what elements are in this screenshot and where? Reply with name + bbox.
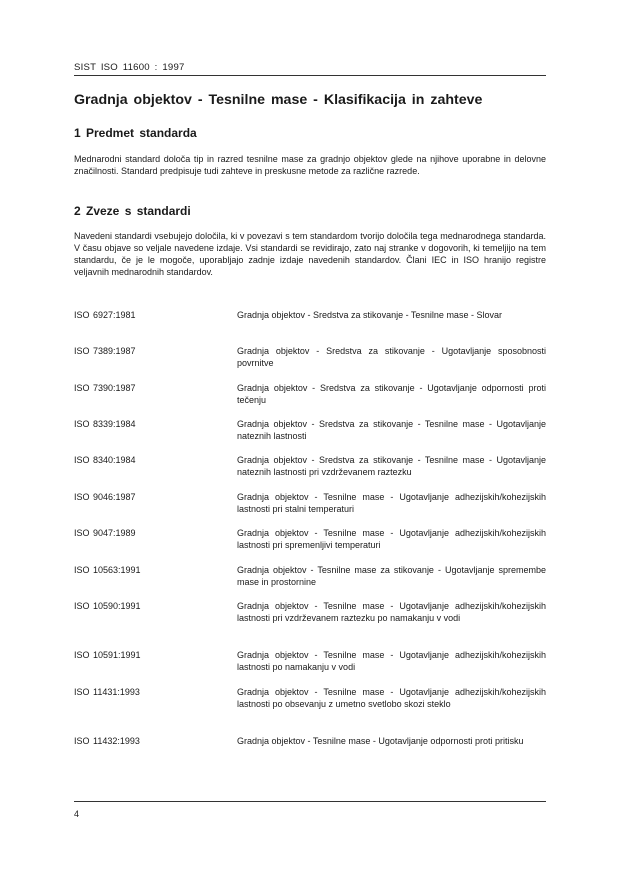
reference-code: ISO 9046:1987 (74, 492, 136, 502)
reference-title: Gradnja objektov - Tesnilne mase - Ugotavljanje adhezijskih/kohezijskih lastnosti pri spremenljivi temperaturi (237, 528, 546, 550)
footer-rule (74, 801, 546, 802)
section-text-references: Navedeni standardi vsebujejo določila, ki v povezavi s tem standardom tvorijo določila tega mednarodnega standarda. V času objave so veljale navedene izdaje. Vsi standardi se revidirajo, zato naj stranke v dogovorih, ki temeljijo na tem standardu, če je le mogoče, uporabljajo zadnje izdaje navedenih standardov. Člani IEC in ISO hranijo registre veljavnih mednarodnih standardov. (74, 231, 546, 277)
page-number: 4 (74, 809, 80, 819)
reference-code: ISO 7390:1987 (74, 383, 136, 393)
reference-code: ISO 10590:1991 (74, 601, 141, 611)
running-header: SIST ISO 11600 : 1997 (74, 62, 185, 73)
reference-code: ISO 11431:1993 (74, 687, 140, 697)
section-heading-references: 2 Zveze s standardi (74, 204, 191, 218)
section-text-scope: Mednarodni standard določa tip in razred tesnilne mase za gradnjo objektov glede na njihove uporabne in delovne značilnosti. Standard predpisuje tudi zahteve in preskusne metode za različne razrede. (74, 154, 546, 176)
reference-code: ISO 8340:1984 (74, 455, 136, 465)
reference-title: Gradnja objektov - Tesnilne mase za stikovanje - Ugotavljanje spremembe mase in prostornine (237, 565, 546, 587)
reference-title: Gradnja objektov - Sredstva za stikovanje - Tesnilne mase - Slovar (237, 310, 502, 320)
reference-title: Gradnja objektov - Sredstva za stikovanje - Ugotavljanje sposobnosti povrnitve (237, 346, 546, 368)
section-heading-scope: 1 Predmet standarda (74, 126, 197, 140)
reference-title: Gradnja objektov - Tesnilne mase - Ugotavljanje adhezijskih/kohezijskih lastnosti po namakanju v vodi (237, 650, 546, 672)
reference-title: Gradnja objektov - Tesnilne mase - Ugotavljanje odpornosti proti pritisku (237, 736, 524, 746)
reference-code: ISO 11432:1993 (74, 736, 140, 746)
reference-title: Gradnja objektov - Sredstva za stikovanje - Tesnilne mase - Ugotavljanje nateznih lastnosti pri vzdrževanem raztezku (237, 455, 546, 477)
reference-title: Gradnja objektov - Sredstva za stikovanje - Ugotavljanje odpornosti proti tečenju (237, 383, 546, 405)
reference-title: Gradnja objektov - Tesnilne mase - Ugotavljanje adhezijskih/kohezijskih lastnosti pri stalni temperaturi (237, 492, 546, 514)
reference-title: Gradnja objektov - Tesnilne mase - Ugotavljanje adhezijskih/kohezijskih lastnosti pri vzdrževanem raztezku po namakanju v vodi (237, 601, 546, 623)
document-title: Gradnja objektov - Tesnilne mase - Klasifikacija in zahteve (74, 92, 483, 108)
reference-title: Gradnja objektov - Sredstva za stikovanje - Tesnilne mase - Ugotavljanje nateznih lastnosti (237, 419, 546, 441)
reference-code: ISO 10591:1991 (74, 650, 141, 660)
reference-code: ISO 10563:1991 (74, 565, 141, 575)
header-rule (74, 75, 546, 76)
reference-title: Gradnja objektov - Tesnilne mase - Ugotavljanje adhezijskih/kohezijskih lastnosti po obsevanju z umetno svetlobo skozi steklo (237, 687, 546, 709)
reference-code: ISO 8339:1984 (74, 419, 136, 429)
reference-code: ISO 7389:1987 (74, 346, 136, 356)
reference-code: ISO 9047:1989 (74, 528, 136, 538)
reference-code: ISO 6927:1981 (74, 310, 136, 320)
